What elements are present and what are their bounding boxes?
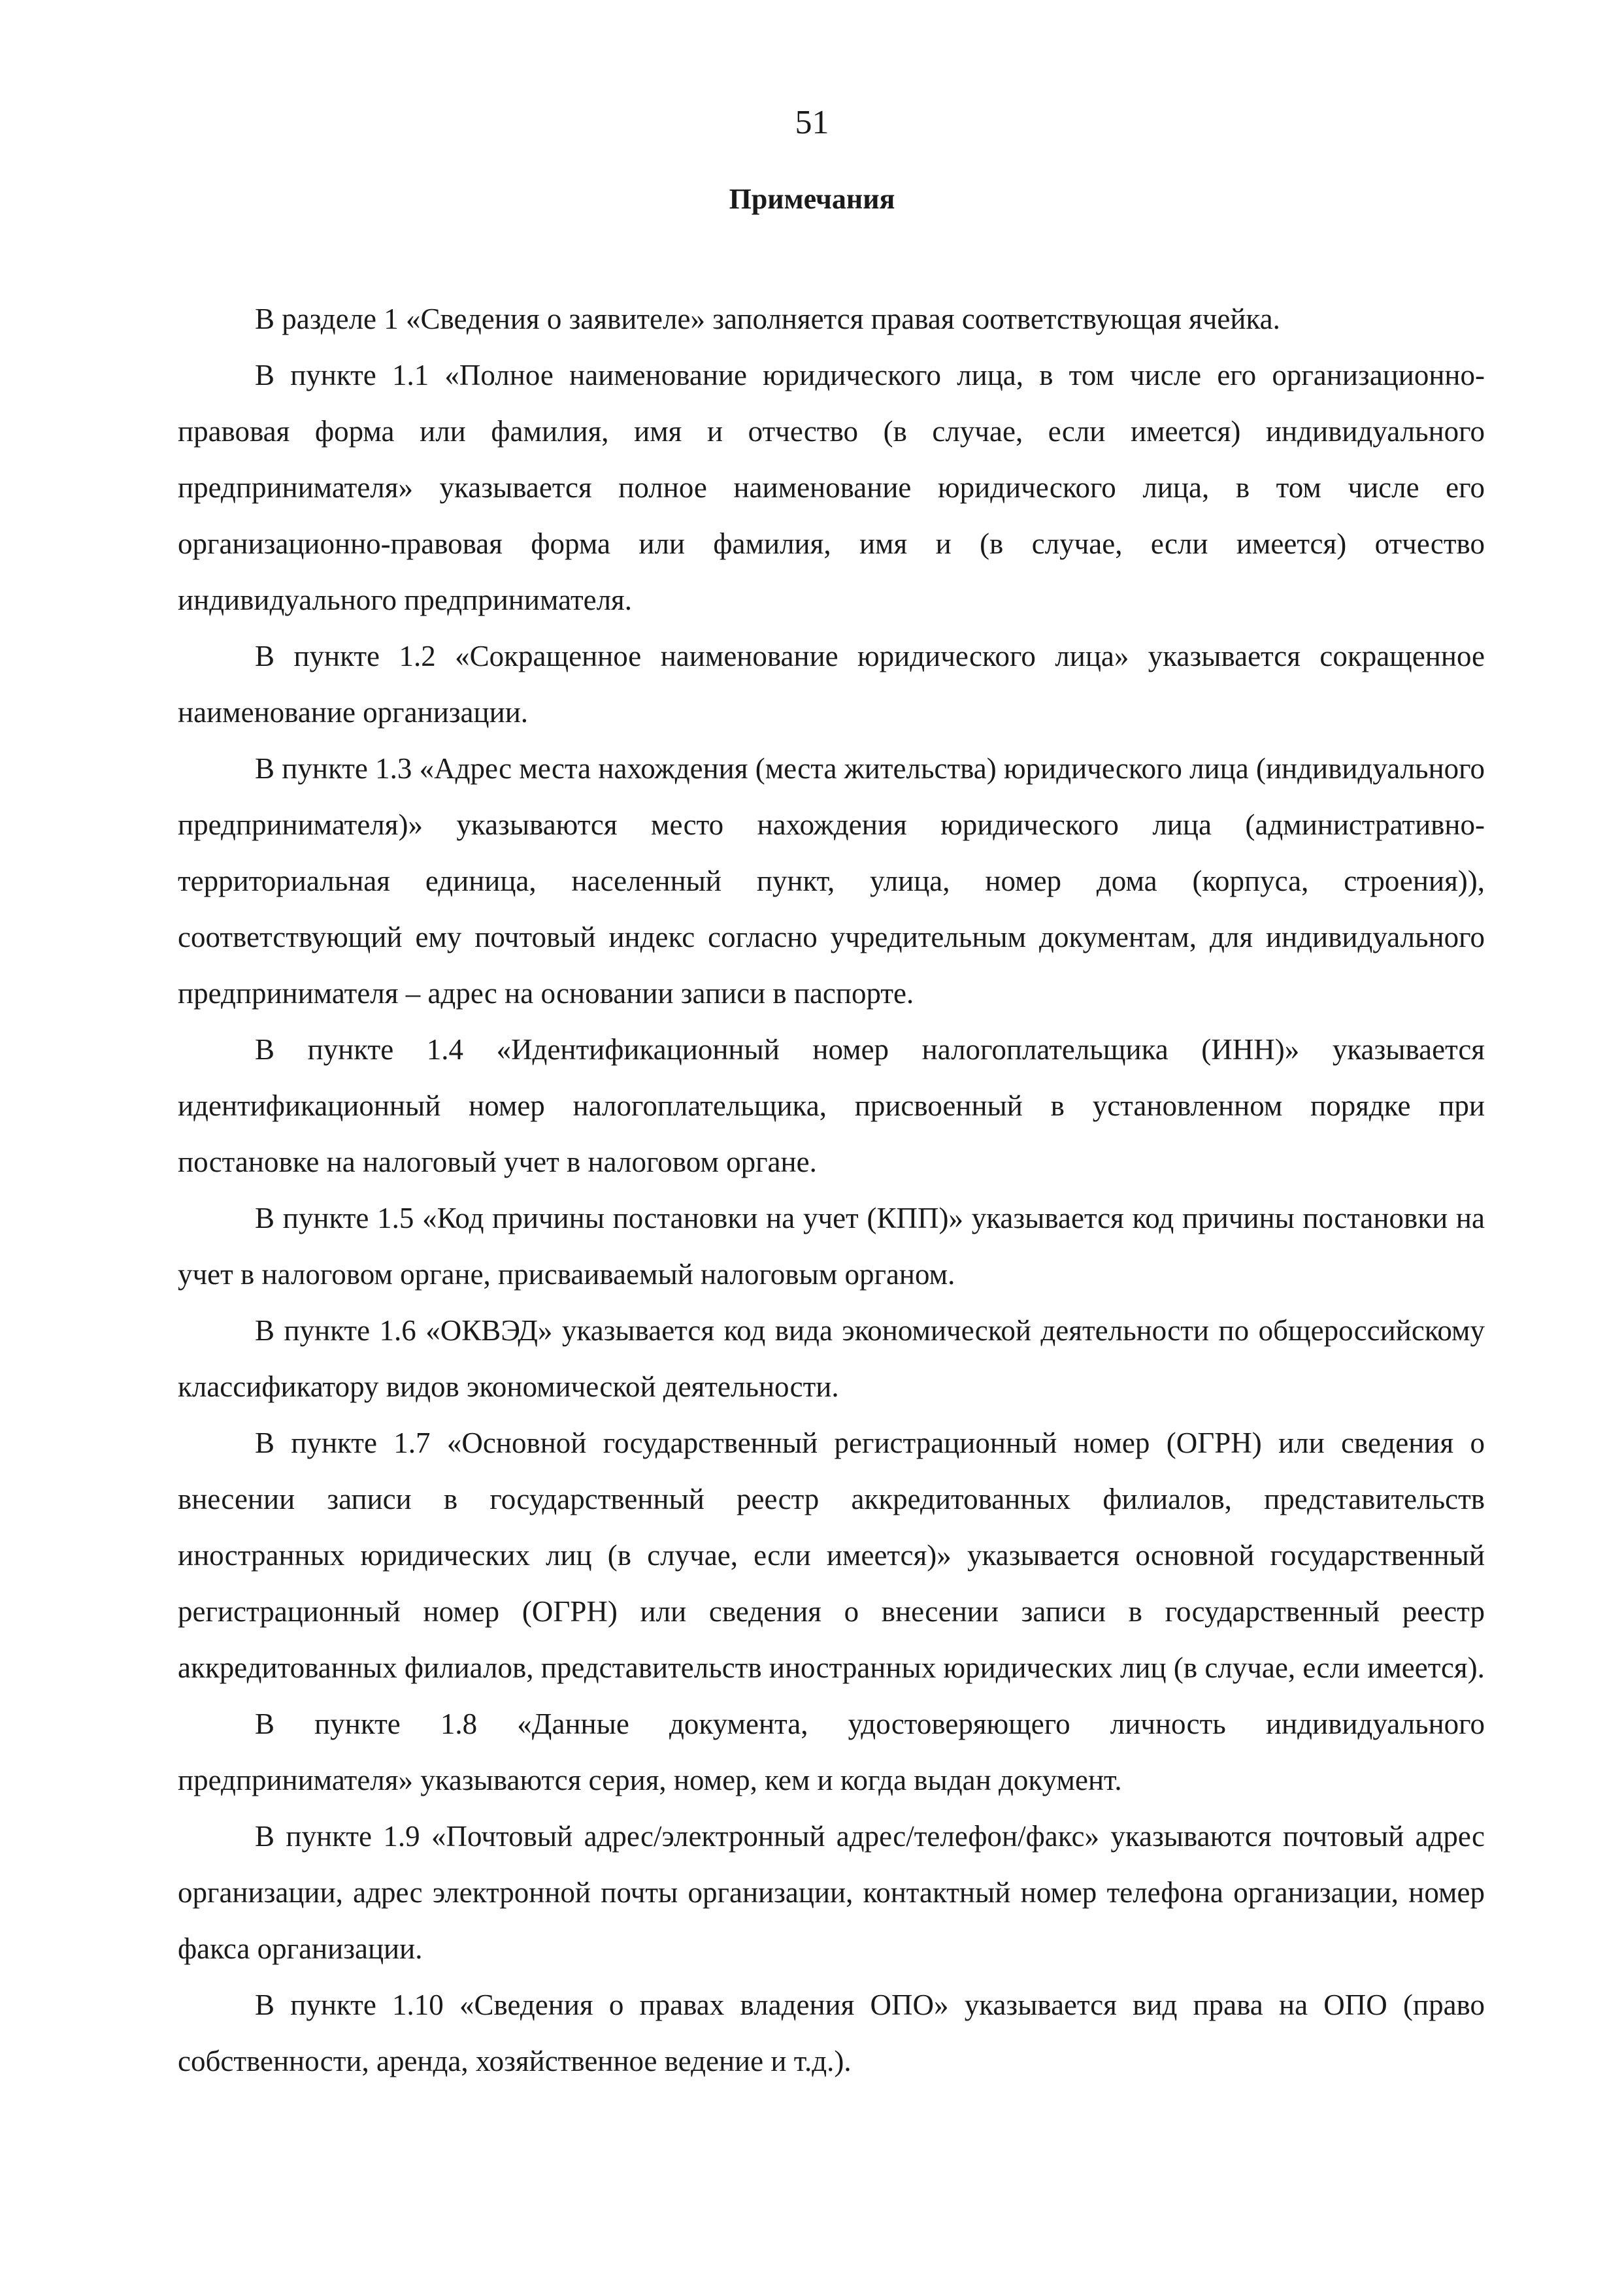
page-number: 51: [795, 104, 829, 141]
notes-body: [178, 291, 1485, 2089]
paragraph-item-1-7: В пункте 1.7 «Основной государственный регистрационный номер (ОГРН) или сведения о внесении записи в государственный реестр аккредитованных филиалов, представительств иностранных юридических лиц (в случае, если имеется)» указывается основной государственный регистрационный номер (ОГРН) или сведения о внесении записи в государственный реестр аккредитованных филиалов, представительств иностранных юридических лиц (в случае, если имеется).: [178, 1427, 1485, 1684]
paragraph-item-1-1: В пункте 1.1 «Полное наименование юридического лица, в том числе его организационно-правовая форма или фамилия, имя и отчество (в случае, если имеется) индивидуального предпринимателя» указывается полное наименование юридического лица, в том числе его организационно-правовая форма или фамилия, имя и (в случае, если имеется) отчество индивидуального предпринимателя.: [178, 359, 1485, 616]
page-title: Примечания: [729, 183, 895, 215]
paragraph-item-1-4: В пункте 1.4 «Идентификационный номер налогоплательщика (ИНН)» указывается идентификационный номер налогоплательщика, присвоенный в установленном порядке при постановке на налоговый учет в налоговом органе.: [178, 1033, 1485, 1178]
paragraph-item-1-2: В пункте 1.2 «Сокращенное наименование юридического лица» указывается сокращенное наименование организации.: [178, 640, 1485, 729]
paragraph-item-1-5: В пункте 1.5 «Код причины постановки на учет (КПП)» указывается код причины постановки на учет в налоговом органе, присваиваемый налоговым органом.: [178, 1202, 1485, 1291]
paragraph-section-1: В разделе 1 «Сведения о заявителе» заполняется правая соответствующая ячейка.: [255, 303, 1280, 335]
paragraph-item-1-10: В пункте 1.10 «Сведения о правах владения ОПО» указывается вид права на ОПО (право собственности, аренда, хозяйственное ведение и т.д.).: [178, 1989, 1485, 2077]
paragraph-item-1-8: В пункте 1.8 «Данные документа, удостоверяющего личность индивидуального предпринимателя» указываются серия, номер, кем и когда выдан документ.: [178, 1708, 1485, 1796]
paragraph-item-1-6: В пункте 1.6 «ОКВЭД» указывается код вида экономической деятельности по общероссийскому классификатору видов экономической деятельности.: [178, 1314, 1485, 1403]
paragraph-item-1-9: В пункте 1.9 «Почтовый адрес/электронный адрес/телефон/факс» указываются почтовый адрес организации, адрес электронной почты организации, контактный номер телефона организации, номер факса организации.: [178, 1820, 1485, 1965]
paragraph-item-1-3: В пункте 1.3 «Адрес места нахождения (места жительства) юридического лица (индивидуального предпринимателя)» указываются место нахождения юридического лица (административно-территориальная единица, населенный пункт, улица, номер дома (корпуса, строения)), соответствующий ему почтовый индекс согласно учредительным документам, для индивидуального предпринимателя – адрес на основании записи в паспорте.: [178, 752, 1485, 1010]
